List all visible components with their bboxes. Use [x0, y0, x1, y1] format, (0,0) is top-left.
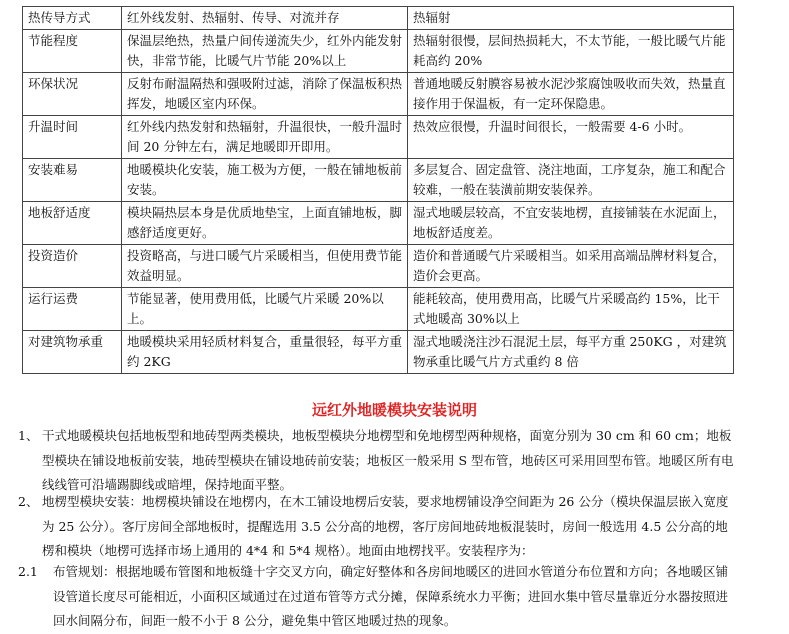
table-cell: 红外线内热发射和热辐射，升温很快，一般升温时间 20 分钟左右，满足地暖即开即用。: [122, 116, 408, 159]
table-cell: 反射布耐温隔热和强吸附过滤，消除了保温板积热挥发，地暖区室内环保。: [122, 73, 408, 116]
table-row: [23, 73, 734, 116]
paragraph-text: 地楞型模块安装：地楞模块铺设在地楞内，在木工铺设地楞后安装，要求地楞铺设净空间距为 26 公分（模块保温层嵌入宽度为 25 公分）。客厅房间全部地板时，提醒选用 3.5 公分高的地楞，客厅房间地砖地板混装时，房间一般选用 4.5 公分高的地楞和模块（地楞可选择市场上通用的 4*4 和 5*4 规格）。地面由地楞找平。安装程序为：: [42, 494, 729, 558]
paragraph-number: 1、: [18, 428, 39, 443]
table-cell: 安装难易: [23, 159, 122, 202]
table-cell: 保温层绝热，热量户间传递流失少，红外内能发射快，非常节能，比暖气片节能 20%以上: [122, 30, 408, 73]
table-cell: 对建筑物承重: [23, 331, 122, 374]
table-cell: 升温时间: [23, 116, 122, 159]
section-title: 远红外地暖模块安装说明: [311, 401, 477, 419]
table-cell: 能耗较高，使用费用高，比暖气片采暖高约 15%，比干式地暖高 30%以上: [408, 288, 734, 331]
table-row: [23, 30, 734, 73]
table-row: [23, 159, 734, 202]
paragraph-number: 2、: [18, 494, 39, 509]
paragraph-2-1: [18, 560, 738, 634]
table-cell: 热辐射很慢，层间热损耗大，不太节能，一般比暖气片能耗高约 20%: [408, 30, 734, 73]
table-header-row: [23, 7, 734, 30]
table-cell: 模块隔热层本身是优质地垫宝，上面直铺地板，脚感舒适度更好。: [122, 202, 408, 245]
table-row: [23, 331, 734, 374]
paragraph-number: 2.1: [18, 564, 38, 579]
paragraph-2: [18, 490, 738, 564]
table-cell: 节能显著，使用费用低，比暖气片采暖 20%以上。: [122, 288, 408, 331]
table-cell: 运行运费: [23, 288, 122, 331]
table-row: [23, 202, 734, 245]
table-cell: 湿式地暖浇注沙石混泥土层，每平方重 250KG ，对建筑物承重比暖气片方式重约 8 倍: [408, 331, 734, 374]
table-cell: 地暖模块采用轻质材料复合，重量很轻，每平方重约 2KG: [122, 331, 408, 374]
comparison-table-body: [23, 7, 734, 374]
table-cell: 地暖模块化安装，施工极为方便，一般在铺地板前安装。: [122, 159, 408, 202]
table-row: [23, 245, 734, 288]
table-cell: 投资造价: [23, 245, 122, 288]
table-cell: 投资略高，与进口暖气片采暖相当，但使用费节能效益明显。: [122, 245, 408, 288]
table-cell: 热传导方式: [23, 7, 122, 30]
table-cell: 节能程度: [23, 30, 122, 73]
table-cell: 地板舒适度: [23, 202, 122, 245]
paragraph-1: [18, 424, 738, 498]
paragraph-text: 干式地暖模块包括地板型和地砖型两类模块，地板型模块分地楞型和免地楞型两种规格，面宽分别为 30 cm 和 60 cm；地板型模块在铺设地板前安装，地砖型模块在铺设地砖前安装；地板区一般采用 S 型布管，地砖区可采用回型布管。地暖区所有电线线管可沿墙踢脚线或暗埋，保持地面平整。: [42, 428, 734, 492]
table-cell: 环保状况: [23, 73, 122, 116]
table-cell: 造价和普通暖气片采暖相当。如采用高端品牌材料复合，造价会更高。: [408, 245, 734, 288]
table-cell: 多层复合、固定盘管、浇注地面，工序复杂，施工和配合较难，一般在装潢前期安装保养。: [408, 159, 734, 202]
table-cell: 热辐射: [408, 7, 734, 30]
table-cell: 热效应很慢，升温时间很长，一般需要 4-6 小时。: [408, 116, 734, 159]
comparison-table: [22, 6, 734, 374]
table-cell: 红外线发射、热辐射、传导、对流并存: [122, 7, 408, 30]
table-row: [23, 288, 734, 331]
table-row: [23, 116, 734, 159]
paragraph-text: 布管规划：根据地暖布管图和地板缝十字交叉方向，确定好整体和各房间地暖区的进回水管道分布位置和方向；各地暖区铺设管道长度尽可能相近，小面积区域通过在过道布管等方式分摊，保障系统水力平衡；进回水集中管尽量靠近分水器按照进回水间隔分布，间距一般不小于 8 公分，避免集中管区地暖过热的现象。: [53, 564, 729, 628]
table-cell: 普通地暖反射膜容易被水泥沙浆腐蚀吸收而失效，热量直接作用于保温板，有一定环保隐患。: [408, 73, 734, 116]
table-cell: 湿式地暖层较高，不宜安装地楞，直接铺装在水泥面上，地板舒适度差。: [408, 202, 734, 245]
